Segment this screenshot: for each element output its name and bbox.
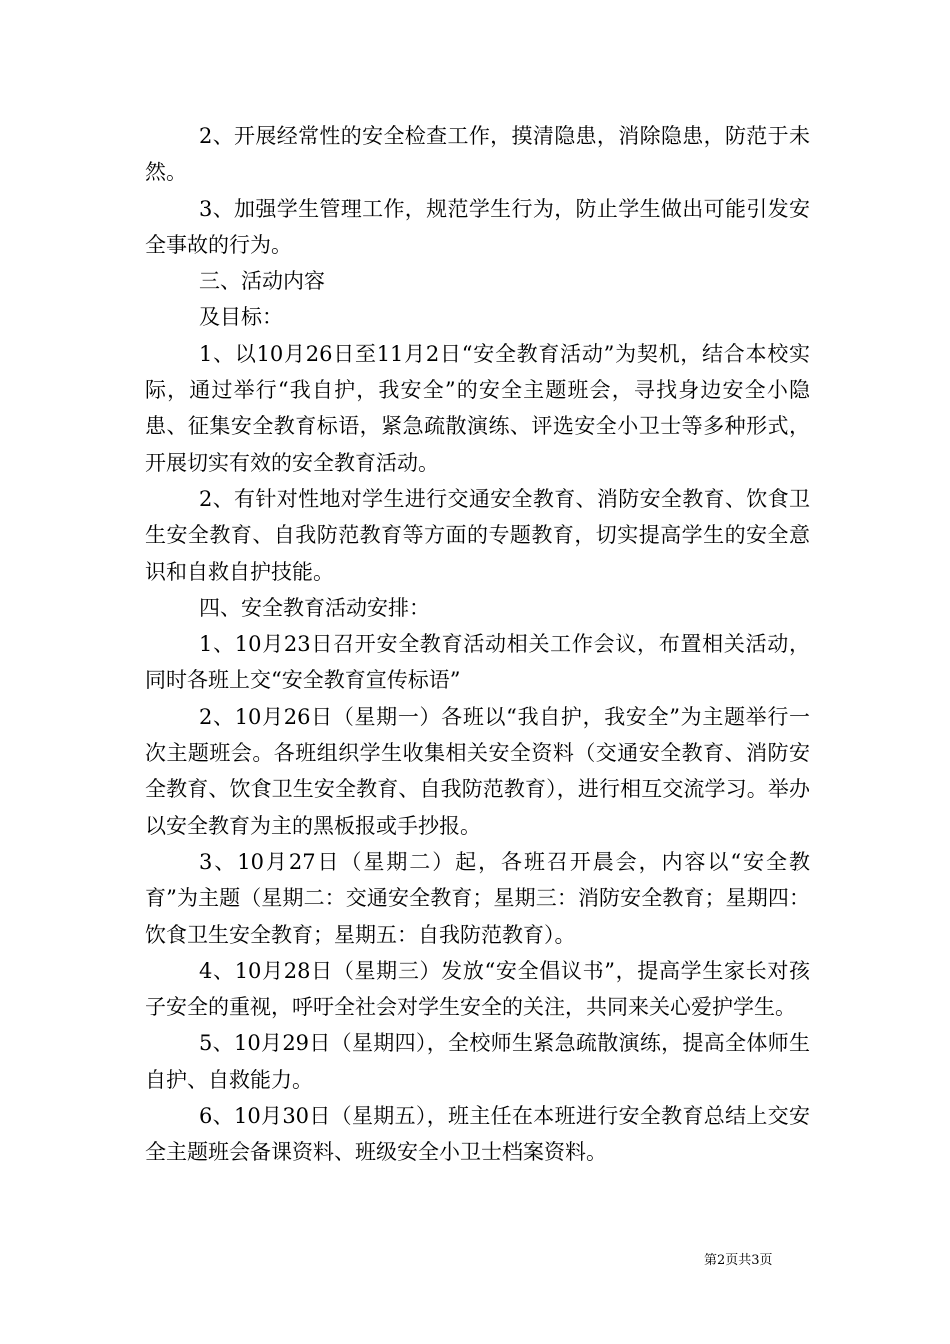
paragraph-student-management: 3、加强学生管理工作，规范学生行为，防止学生做出可能引发安全事故的行为。 — [145, 196, 810, 257]
schedule-item-1: 1、10月23日召开安全教育活动相关工作会议，布置相关活动，同时各班上交“安全教育宣传标语” — [145, 632, 810, 693]
schedule-item-5: 5、10月29日（星期四），全校师生紧急疏散演练，提高全体师生自护、自救能力。 — [145, 1031, 810, 1092]
heading-goals: 及目标： — [199, 305, 283, 330]
paragraph-check-hazards: 2、开展经常性的安全检查工作，摸清隐患，消除隐患，防范于未然。 — [145, 124, 810, 185]
schedule-item-6: 6、10月30日（星期五），班主任在本班进行安全教育总结上交安全主题班会备课资料、班级安全小卫士档案资料。 — [145, 1104, 810, 1165]
paragraph-goal-1: 1、以10月26日至11月2日“安全教育活动”为契机，结合本校实际，通过举行“我自护，我安全”的安全主题班会，寻找身边安全小隐患、征集安全教育标语，紧急疏散演练、评选安全小卫士等多种形式，开展切实有效的安全教育活动。 — [145, 341, 810, 475]
heading-schedule: 四、安全教育活动安排： — [199, 595, 430, 620]
heading-activity-content: 三、活动内容 — [199, 269, 325, 294]
schedule-item-3: 3、10月27日（星期二）起，各班召开晨会，内容以“安全教育”为主题（星期二：交通安全教育；星期三：消防安全教育；星期四：饮食卫生安全教育；星期五：自我防范教育）。 — [145, 849, 810, 947]
schedule-item-4: 4、10月28日（星期三）发放“安全倡议书”，提高学生家长对孩子安全的重视，呼吁全社会对学生安全的关注，共同来关心爱护学生。 — [145, 958, 810, 1020]
schedule-item-2: 2、10月26日（星期一）各班以“我自护，我安全”为主题举行一次主题班会。各班组织学生收集相关安全资料（交通安全教育、消防安全教育、饮食卫生安全教育、自我防范教育），进行相互交流学习。举办以安全教育为主的黑板报或手抄报。 — [145, 704, 810, 838]
paragraph-goal-2: 2、有针对性地对学生进行交通安全教育、消防安全教育、饮食卫生安全教育、自我防范教育等方面的专题教育，切实提高学生的安全意识和自救自护技能。 — [145, 486, 810, 584]
document-body — [145, 118, 810, 1171]
page-number: 第2页共3页 — [704, 1253, 773, 1268]
